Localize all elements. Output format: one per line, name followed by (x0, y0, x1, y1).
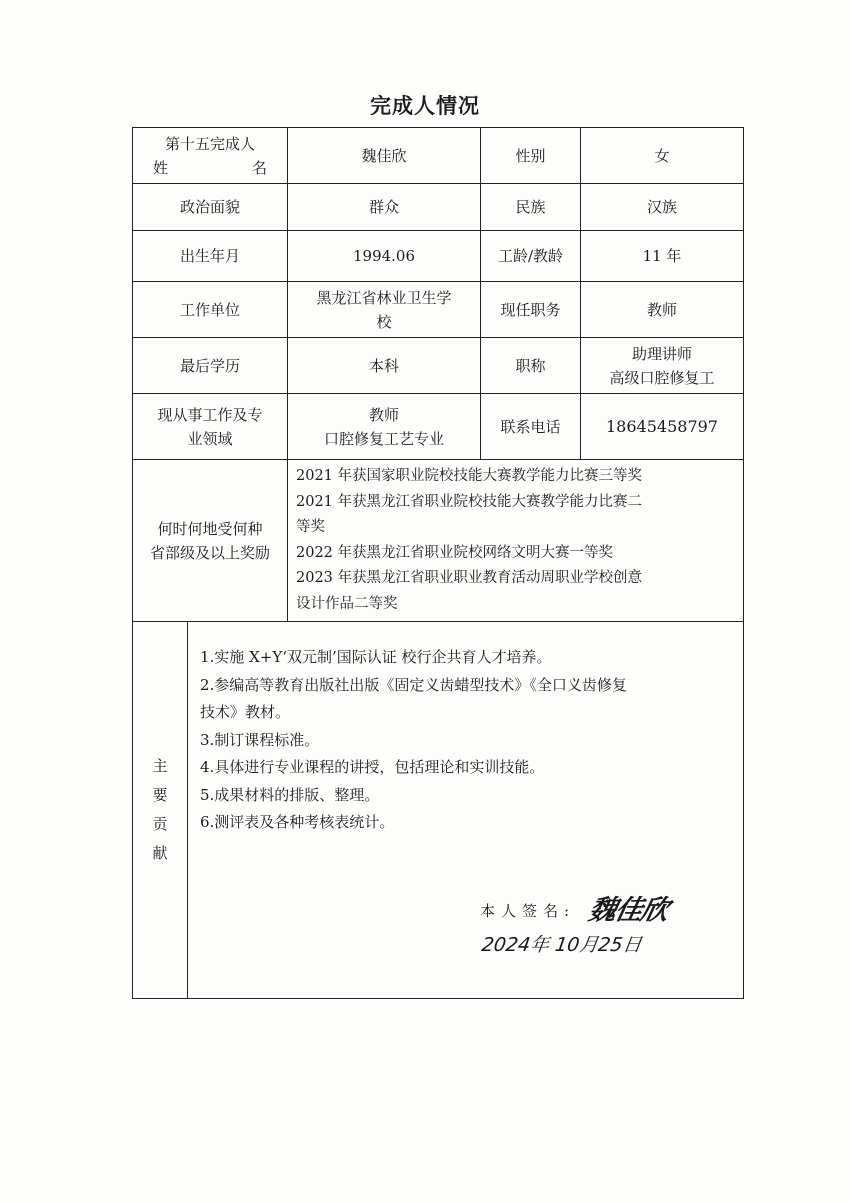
contribution-label: 主 要 贡 献 (133, 622, 188, 998)
award-line: 2021 年获黑龙江省职业院校技能大赛教学能力比赛二 (296, 493, 643, 510)
award-line: 2022 年获黑龙江省职业院校网络文明大赛一等奖 (296, 544, 614, 561)
professional-title-line1: 助理讲师 (631, 344, 692, 363)
employer-value (288, 282, 481, 337)
ethnicity-value: 汉族 (646, 198, 677, 216)
awards-content (288, 460, 743, 621)
signature-block (480, 890, 720, 960)
contribution-item: 6.测评表及各种考核表统计。 (200, 813, 395, 831)
name-value: 魏佳欣 (288, 128, 481, 183)
field-label-line2: 业领域 (187, 429, 233, 448)
political-value: 群众 (288, 184, 481, 230)
page-title: 完成人情况 (370, 93, 480, 118)
seniority-value: 11 年 (642, 247, 682, 265)
seniority-label: 工龄/教龄 (481, 231, 581, 281)
name-label (133, 128, 288, 183)
phone-label: 联系电话 (481, 394, 581, 459)
birth-value: 1994.06 (288, 231, 481, 281)
professional-title-label: 职称 (481, 338, 581, 393)
table-row-field (133, 394, 743, 460)
phone-value: 18645458797 (606, 416, 718, 436)
contribution-item: 技术》教材。 (200, 703, 291, 721)
name-label-line1: 第十五完成人 (164, 134, 255, 153)
position-value: 教师 (646, 300, 677, 319)
gender-label: 性别 (481, 128, 581, 183)
gender-value: 女 (654, 146, 670, 165)
awards-label-line2: 省部级及以上奖励 (149, 543, 270, 562)
award-line: 等奖 (296, 519, 325, 535)
handwritten-signature: 魏佳欣 (586, 895, 671, 926)
table-row-employer (133, 282, 743, 338)
employer-value-line2: 校 (376, 312, 392, 331)
professional-title-value (581, 338, 743, 393)
education-label: 最后学历 (133, 338, 288, 393)
contribution-item: 5.成果材料的排版、整理。 (200, 785, 380, 804)
awards-label (133, 460, 288, 621)
contribution-item: 1.实施 X+Y‘双元制’国际认证 校行企共育人才培养。 (200, 648, 552, 666)
political-label: 政治面貌 (133, 184, 288, 230)
contribution-item: 2.参编高等教育出版社出版《固定义齿蜡型技术》《全口义齿修复 (200, 675, 627, 694)
name-label-line2: 姓 名 (153, 158, 267, 177)
field-value-line2: 口腔修复工艺专业 (323, 429, 444, 448)
field-label-line1: 现从事工作及专 (157, 405, 263, 424)
field-label (133, 394, 288, 459)
contribution-list (200, 644, 627, 837)
table-row-political (133, 184, 743, 231)
table-row-birth (133, 231, 743, 282)
award-line: 2023 年获黑龙江省职业职业教育活动周职业学校创意 (296, 570, 643, 586)
professional-title-line2: 高级口腔修复工 (609, 368, 715, 387)
field-value (288, 394, 481, 459)
handwritten-date: 2024年 10月25日 (480, 934, 644, 956)
info-table (132, 127, 744, 999)
position-label: 现任职务 (481, 282, 581, 337)
contribution-item: 3.制订课程标准。 (200, 730, 320, 749)
award-line: 设计作品二等奖 (296, 595, 398, 612)
birth-label: 出生年月 (133, 231, 288, 281)
table-row-awards (133, 460, 743, 622)
contribution-item: 4.具体进行专业课程的讲授，包括理论和实训技能。 (200, 758, 545, 776)
signature-label: 本人签名: (480, 902, 576, 920)
awards-list (296, 464, 642, 617)
table-row-name (133, 128, 743, 184)
award-line: 2021 年获国家职业院校技能大赛教学能力比赛三等奖 (296, 468, 643, 484)
field-value-line1: 教师 (368, 405, 399, 424)
employer-label: 工作单位 (133, 282, 288, 337)
employer-value-line1: 黑龙江省林业卫生学 (316, 288, 452, 307)
education-value: 本科 (288, 338, 481, 393)
table-row-education (133, 338, 743, 394)
ethnicity-label: 民族 (481, 184, 581, 230)
awards-label-line1: 何时何地受何种 (157, 519, 263, 538)
